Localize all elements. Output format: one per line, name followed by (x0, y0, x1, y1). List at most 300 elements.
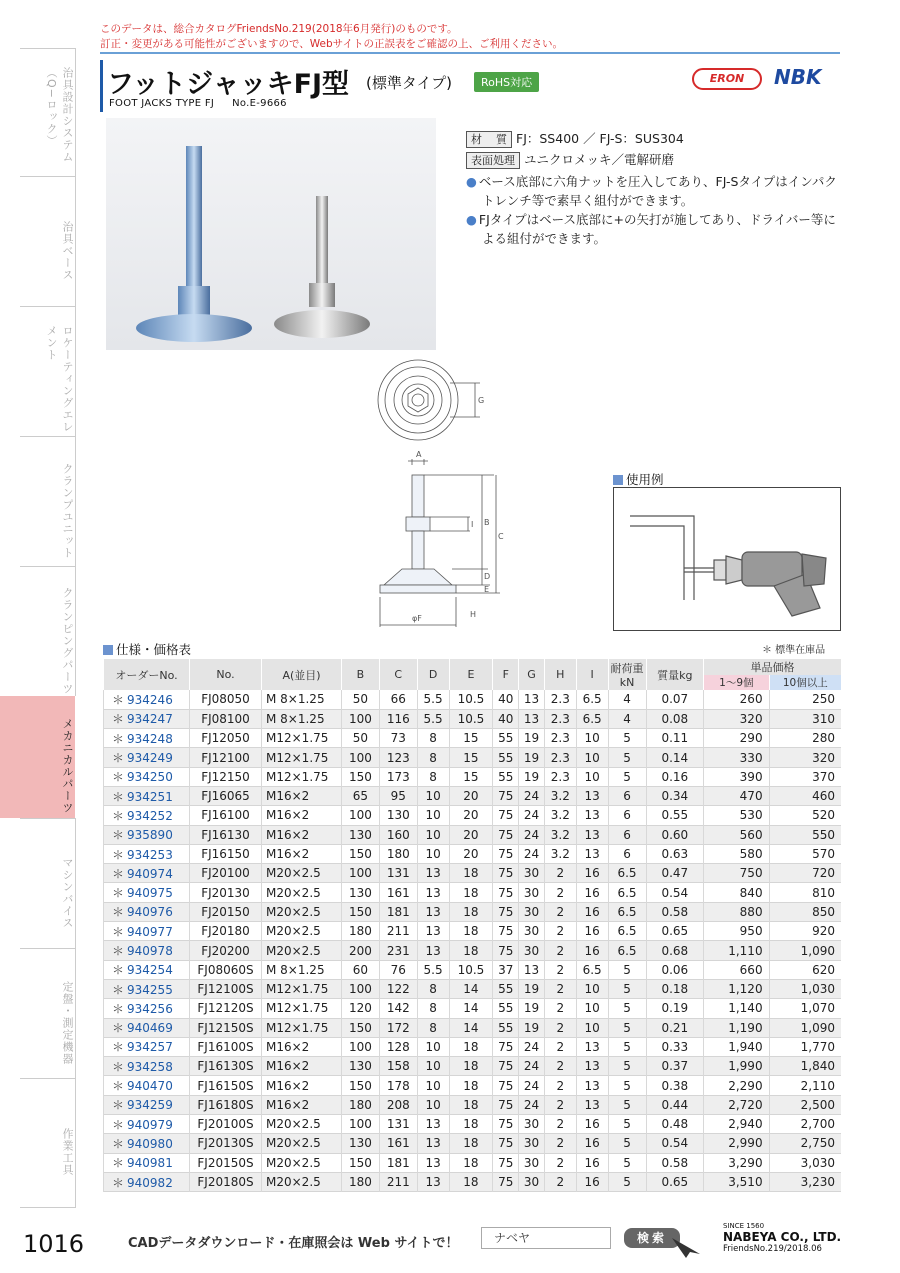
spec-cell: 178 (379, 1076, 417, 1095)
model-no: FJ12150S (190, 1018, 262, 1037)
spec-cell: 24 (519, 844, 545, 863)
model-no: FJ12050 (190, 729, 262, 748)
search-input[interactable]: ナベヤ (481, 1227, 611, 1249)
spec-cell: 73 (379, 729, 417, 748)
sidebar-label: 作業工具 (61, 1128, 74, 1176)
table-row (104, 979, 842, 998)
model-no: FJ20150 (190, 902, 262, 921)
stock-star: ＊ (112, 712, 125, 727)
order-no: 934253 (127, 847, 173, 862)
spec-cell: 5 (608, 1076, 646, 1095)
table-row (104, 767, 842, 786)
spec-cell: 1,090 (769, 1018, 841, 1037)
sidebar-item-locating[interactable] (20, 306, 76, 436)
spec-cell: 560 (704, 825, 769, 844)
spec-cell: 13 (417, 1115, 449, 1134)
spec-cell: 5 (608, 960, 646, 979)
spec-cell: 8 (417, 767, 449, 786)
dim-label-c: C (498, 532, 504, 541)
stock-star: ＊ (112, 886, 125, 901)
spec-cell: 130 (342, 825, 380, 844)
spec-cell: 1,030 (769, 979, 841, 998)
table-row (104, 748, 842, 767)
spec-cell: 390 (704, 767, 769, 786)
spec-cell: 60 (342, 960, 380, 979)
spec-cell: 75 (493, 1037, 519, 1056)
spec-cell: 40 (493, 709, 519, 728)
spec-cell: 95 (379, 786, 417, 805)
spec-cell: 2.3 (544, 709, 576, 728)
col-mass: 質量kg (646, 659, 704, 690)
spec-cell: 19 (519, 748, 545, 767)
spec-cell: 0.44 (646, 1095, 704, 1114)
spec-cell: 5 (608, 1172, 646, 1191)
spec-cell: 16 (576, 922, 608, 941)
stock-star: ＊ (112, 1001, 125, 1016)
sidebar-label: マシンバイス (61, 856, 74, 929)
spec-cell: 18 (449, 1095, 493, 1114)
spec-cell: 100 (342, 709, 380, 728)
spec-cell: 231 (379, 941, 417, 960)
spec-cell: 550 (769, 825, 841, 844)
spec-cell: 30 (519, 1115, 545, 1134)
spec-cell: 5 (608, 1037, 646, 1056)
table-row (104, 1153, 842, 1172)
spec-cell: 18 (449, 1057, 493, 1076)
spec-cell: 5 (608, 1018, 646, 1037)
stock-star: ＊ (112, 1117, 125, 1132)
spec-cell: 3.2 (544, 825, 576, 844)
model-no: FJ20180S (190, 1172, 262, 1191)
order-no: 934258 (127, 1059, 173, 1074)
spec-cell: 100 (342, 748, 380, 767)
spec-cell: 0.55 (646, 806, 704, 825)
spec-cell: 1,110 (704, 941, 769, 960)
table-row (104, 1095, 842, 1114)
spec-cell: 10.5 (449, 960, 493, 979)
spec-cell: 10.5 (449, 690, 493, 709)
spec-cell: 37 (493, 960, 519, 979)
sidebar-item-clamp-unit[interactable] (20, 436, 76, 566)
spec-cell: 24 (519, 825, 545, 844)
spec-cell: 181 (379, 902, 417, 921)
order-no-cell[interactable] (104, 806, 190, 825)
order-no: 934248 (127, 731, 173, 746)
spec-cell: 30 (519, 1134, 545, 1153)
spec-cell: 20 (449, 844, 493, 863)
spec-cell: 2.3 (544, 748, 576, 767)
thread-size: M16×2 (262, 1037, 342, 1056)
spec-cell: 2,940 (704, 1115, 769, 1134)
col-d: D (417, 659, 449, 690)
order-no: 940977 (127, 924, 173, 939)
spec-cell: 150 (342, 1018, 380, 1037)
spec-cell: 5 (608, 748, 646, 767)
order-no: 940974 (127, 866, 173, 881)
spec-cell: 530 (704, 806, 769, 825)
sidebar-item-surface-plate[interactable] (20, 948, 76, 1078)
spec-cell: 18 (449, 1172, 493, 1191)
order-no-cell[interactable] (104, 979, 190, 998)
features-list (466, 172, 841, 248)
order-no: 934254 (127, 963, 173, 978)
spec-cell: 55 (493, 979, 519, 998)
model-no: FJ12100 (190, 748, 262, 767)
spec-cell: 0.48 (646, 1115, 704, 1134)
spec-cell: 18 (449, 864, 493, 883)
spec-cell: 75 (493, 806, 519, 825)
order-no-cell[interactable] (104, 941, 190, 960)
col-h: H (544, 659, 576, 690)
order-no-cell[interactable] (104, 825, 190, 844)
order-no-cell[interactable] (104, 767, 190, 786)
col-load: 耐荷重kN (608, 659, 646, 690)
spec-cell: 13 (417, 864, 449, 883)
spec-cell: 100 (342, 864, 380, 883)
sidebar-label: クランピングパーツ (61, 586, 74, 695)
spec-cell: 6.5 (576, 709, 608, 728)
model-no: FJ08100 (190, 709, 262, 728)
order-no-cell[interactable] (104, 786, 190, 805)
model-no: FJ12100S (190, 979, 262, 998)
spec-cell: 16 (576, 864, 608, 883)
spec-cell: 0.65 (646, 922, 704, 941)
spec-cell: 180 (342, 1172, 380, 1191)
sidebar-item-clamping-parts[interactable] (20, 566, 76, 696)
spec-cell: 3,510 (704, 1172, 769, 1191)
sidebar-item-q-lock[interactable] (20, 48, 76, 176)
title-accent-bar (100, 60, 103, 112)
dim-label-h: H (470, 610, 477, 619)
spec-cell: 6.5 (608, 864, 646, 883)
spec-cell: 65 (342, 786, 380, 805)
spec-cell: 5.5 (417, 709, 449, 728)
order-no: 934257 (127, 1040, 173, 1055)
table-row (104, 922, 842, 941)
dim-label-g: G (478, 396, 485, 405)
spec-cell: 0.11 (646, 729, 704, 748)
order-no-cell[interactable] (104, 748, 190, 767)
col-price-10plus: 10個以上 (769, 675, 841, 690)
spec-cell: 66 (379, 690, 417, 709)
spec-cell: 470 (704, 786, 769, 805)
spec-cell: 19 (519, 767, 545, 786)
spec-cell: 2 (544, 902, 576, 921)
col-price-1-9: 1〜9個 (704, 675, 769, 690)
stock-star: ＊ (112, 1079, 125, 1094)
spec-cell: 3,030 (769, 1153, 841, 1172)
spec-cell: 161 (379, 1134, 417, 1153)
spec-cell: 180 (342, 922, 380, 941)
spec-cell: 2 (544, 1095, 576, 1114)
spec-cell: 10 (417, 1076, 449, 1095)
spec-cell: 2.3 (544, 690, 576, 709)
spec-cell: 5 (608, 1115, 646, 1134)
spec-cell: 0.63 (646, 844, 704, 863)
spec-cell: 20 (449, 786, 493, 805)
spec-cell: 13 (519, 960, 545, 979)
order-no-cell[interactable] (104, 922, 190, 941)
spec-cell: 75 (493, 941, 519, 960)
spec-table (103, 659, 841, 1192)
spec-cell: 13 (576, 1037, 608, 1056)
material-value: FJ：SS400 ／ FJ-S：SUS304 (516, 131, 684, 146)
order-no-cell[interactable] (104, 902, 190, 921)
spec-cell: 10 (417, 1057, 449, 1076)
spec-cell: 0.07 (646, 690, 704, 709)
spec-cell: 10 (417, 1037, 449, 1056)
spec-cell: 55 (493, 729, 519, 748)
spec-cell: 0.37 (646, 1057, 704, 1076)
stock-star: ＊ (112, 866, 125, 881)
spec-cell: 13 (519, 709, 545, 728)
spec-cell: 3.2 (544, 844, 576, 863)
spec-cell: 75 (493, 1057, 519, 1076)
spec-cell: 0.21 (646, 1018, 704, 1037)
page-number: 1016 (23, 1230, 85, 1258)
spec-cell: 55 (493, 767, 519, 786)
thread-size: M16×2 (262, 844, 342, 863)
spec-cell: 1,940 (704, 1037, 769, 1056)
thread-size: M16×2 (262, 1076, 342, 1095)
thread-size: M12×1.75 (262, 979, 342, 998)
spec-cell: 122 (379, 979, 417, 998)
order-no: 934252 (127, 808, 173, 823)
table-row (104, 1037, 842, 1056)
spec-cell: 13 (417, 883, 449, 902)
product-photo (106, 118, 436, 350)
order-no: 940980 (127, 1136, 173, 1151)
spec-cell: 6.5 (608, 883, 646, 902)
spec-cell: 15 (449, 767, 493, 786)
spec-cell: 14 (449, 1018, 493, 1037)
order-no-cell[interactable] (104, 729, 190, 748)
order-no-cell[interactable] (104, 864, 190, 883)
col-b: B (342, 659, 380, 690)
spec-cell: 13 (417, 922, 449, 941)
order-no-cell[interactable] (104, 999, 190, 1018)
spec-cell: 2 (544, 1134, 576, 1153)
spec-cell: 1,120 (704, 979, 769, 998)
table-row (104, 1076, 842, 1095)
spec-cell: 75 (493, 1076, 519, 1095)
dim-label-e: E (484, 585, 490, 594)
thread-size: M20×2.5 (262, 1115, 342, 1134)
material-label: 材質 (466, 131, 512, 148)
spec-cell: 8 (417, 748, 449, 767)
sidebar-item-mechanical-parts[interactable] (0, 696, 75, 818)
order-no: 934255 (127, 982, 173, 997)
spec-cell: 10 (576, 999, 608, 1018)
order-no: 940978 (127, 944, 173, 958)
spec-cell: 55 (493, 748, 519, 767)
thread-size: M12×1.75 (262, 1018, 342, 1037)
spec-cell: 18 (449, 902, 493, 921)
order-no-cell[interactable] (104, 1018, 190, 1037)
spec-cell: 6.5 (576, 690, 608, 709)
nbk-logo: NBK (774, 65, 822, 89)
order-no-cell[interactable] (104, 1115, 190, 1134)
spec-cell: 2 (544, 960, 576, 979)
spec-cell: 2,750 (769, 1134, 841, 1153)
spec-cell: 850 (769, 902, 841, 921)
spec-cell: 30 (519, 922, 545, 941)
model-no: FJ20100S (190, 1115, 262, 1134)
spec-cell: 5 (608, 999, 646, 1018)
spec-cell: 161 (379, 883, 417, 902)
spec-cell: 5 (608, 1057, 646, 1076)
thread-size: M20×2.5 (262, 864, 342, 883)
thread-size: M20×2.5 (262, 1153, 342, 1172)
order-no: 934247 (127, 712, 173, 727)
spec-cell: 30 (519, 883, 545, 902)
thread-size: M12×1.75 (262, 748, 342, 767)
spec-cell: 0.68 (646, 941, 704, 960)
spec-cell: 580 (704, 844, 769, 863)
spec-cell: 13 (576, 806, 608, 825)
spec-cell: 211 (379, 922, 417, 941)
order-no: 934256 (127, 1001, 173, 1016)
spec-cell: 13 (417, 1153, 449, 1172)
order-no-cell[interactable] (104, 960, 190, 979)
spec-cell: 172 (379, 1018, 417, 1037)
spec-cell: 150 (342, 767, 380, 786)
spec-cell: 19 (519, 729, 545, 748)
order-no: 940976 (127, 905, 173, 920)
order-no-cell[interactable] (104, 690, 190, 709)
spec-cell: 1,990 (704, 1057, 769, 1076)
spec-cell: 130 (342, 1057, 380, 1076)
product-number: No.E-9666 (232, 98, 287, 109)
sidebar-label: 治具設計システム（Q−ロック） (45, 67, 74, 163)
order-no-cell[interactable] (104, 709, 190, 728)
model-no: FJ20150S (190, 1153, 262, 1172)
spec-cell: 150 (342, 844, 380, 863)
order-no-cell[interactable] (104, 1172, 190, 1191)
stock-star: ＊ (112, 982, 125, 997)
table-row (104, 960, 842, 979)
spec-cell: 208 (379, 1095, 417, 1114)
spec-cell: 0.38 (646, 1076, 704, 1095)
table-row (104, 806, 842, 825)
spec-cell: 6.5 (608, 922, 646, 941)
spec-cell: 14 (449, 979, 493, 998)
spec-cell: 100 (342, 979, 380, 998)
spec-cell: 75 (493, 1172, 519, 1191)
dim-label-b: B (484, 518, 490, 527)
spec-cell: 158 (379, 1057, 417, 1076)
sidebar-label: 定盤・測定機器 (61, 980, 74, 1065)
english-name: FOOT JACKS TYPE FJ (109, 98, 215, 109)
order-no-cell[interactable] (104, 1095, 190, 1114)
spec-cell: 0.65 (646, 1172, 704, 1191)
spec-cell: 13 (576, 1076, 608, 1095)
spec-cell: 310 (769, 709, 841, 728)
sidebar-item-machine-vise[interactable] (20, 818, 76, 948)
spec-cell: 130 (379, 806, 417, 825)
spec-cell: 30 (519, 1172, 545, 1191)
order-no-cell[interactable] (104, 883, 190, 902)
spec-cell: 131 (379, 864, 417, 883)
spec-cell: 75 (493, 1095, 519, 1114)
spec-cell: 2 (544, 1057, 576, 1076)
spec-cell: 3.2 (544, 786, 576, 805)
spec-cell: 6 (608, 786, 646, 805)
spec-cell: 13 (576, 1095, 608, 1114)
order-no-cell[interactable] (104, 1076, 190, 1095)
stock-star: ＊ (112, 1136, 125, 1151)
material-info (466, 128, 684, 170)
spec-cell: 0.33 (646, 1037, 704, 1056)
model-no: FJ20130S (190, 1134, 262, 1153)
spec-cell: 620 (769, 960, 841, 979)
spec-cell: 0.18 (646, 979, 704, 998)
spec-cell: 1,840 (769, 1057, 841, 1076)
spec-cell: 13 (576, 825, 608, 844)
spec-cell: 6 (608, 825, 646, 844)
spec-cell: 10.5 (449, 709, 493, 728)
spec-cell: 16 (576, 1134, 608, 1153)
table-row (104, 902, 842, 921)
col-e: E (449, 659, 493, 690)
order-no-cell[interactable] (104, 1153, 190, 1172)
order-no-cell[interactable] (104, 1134, 190, 1153)
stock-star: ＊ (112, 1156, 125, 1171)
spec-cell: 19 (519, 1018, 545, 1037)
spec-heading: 仕様・価格表 (103, 640, 191, 658)
spec-cell: 2 (544, 1172, 576, 1191)
col-f: F (493, 659, 519, 690)
spec-cell: 660 (704, 960, 769, 979)
spec-cell: 2 (544, 922, 576, 941)
table-row (104, 786, 842, 805)
order-no: 934249 (127, 751, 173, 766)
spec-cell: 211 (379, 1172, 417, 1191)
sidebar-item-jig-base[interactable] (20, 176, 76, 306)
company-name: NABEYA CO., LTD. (723, 1230, 842, 1244)
spec-cell: 1,090 (769, 941, 841, 960)
order-no: 934259 (127, 1098, 173, 1113)
spec-cell: 13 (576, 1057, 608, 1076)
order-no: 940982 (127, 1175, 173, 1190)
spec-cell: 150 (342, 902, 380, 921)
spec-cell: 6 (608, 844, 646, 863)
table-row (104, 709, 842, 728)
col-g: G (519, 659, 545, 690)
sidebar-item-hand-tools[interactable] (20, 1078, 76, 1208)
catalog-info: FriendsNo.219/2018.06 (723, 1244, 822, 1254)
spec-cell: 75 (493, 825, 519, 844)
search-button[interactable]: 検索 (624, 1228, 680, 1248)
thread-size: M20×2.5 (262, 922, 342, 941)
sidebar-label: 治具ベース (61, 220, 74, 281)
order-no-cell[interactable] (104, 844, 190, 863)
order-no-cell[interactable] (104, 1037, 190, 1056)
spec-cell: 13 (519, 690, 545, 709)
impact-wrench-illustration-icon (614, 488, 840, 630)
spec-cell: 100 (342, 1037, 380, 1056)
stock-star: ＊ (112, 847, 125, 862)
order-no-cell[interactable] (104, 1057, 190, 1076)
spec-cell: 720 (769, 864, 841, 883)
spec-cell: 116 (379, 709, 417, 728)
order-no: 940975 (127, 886, 173, 901)
spec-cell: 5 (608, 1095, 646, 1114)
spec-cell: 13 (576, 786, 608, 805)
spec-cell: 4 (608, 690, 646, 709)
spec-cell: 5 (608, 1134, 646, 1153)
order-no: 934250 (127, 770, 173, 785)
